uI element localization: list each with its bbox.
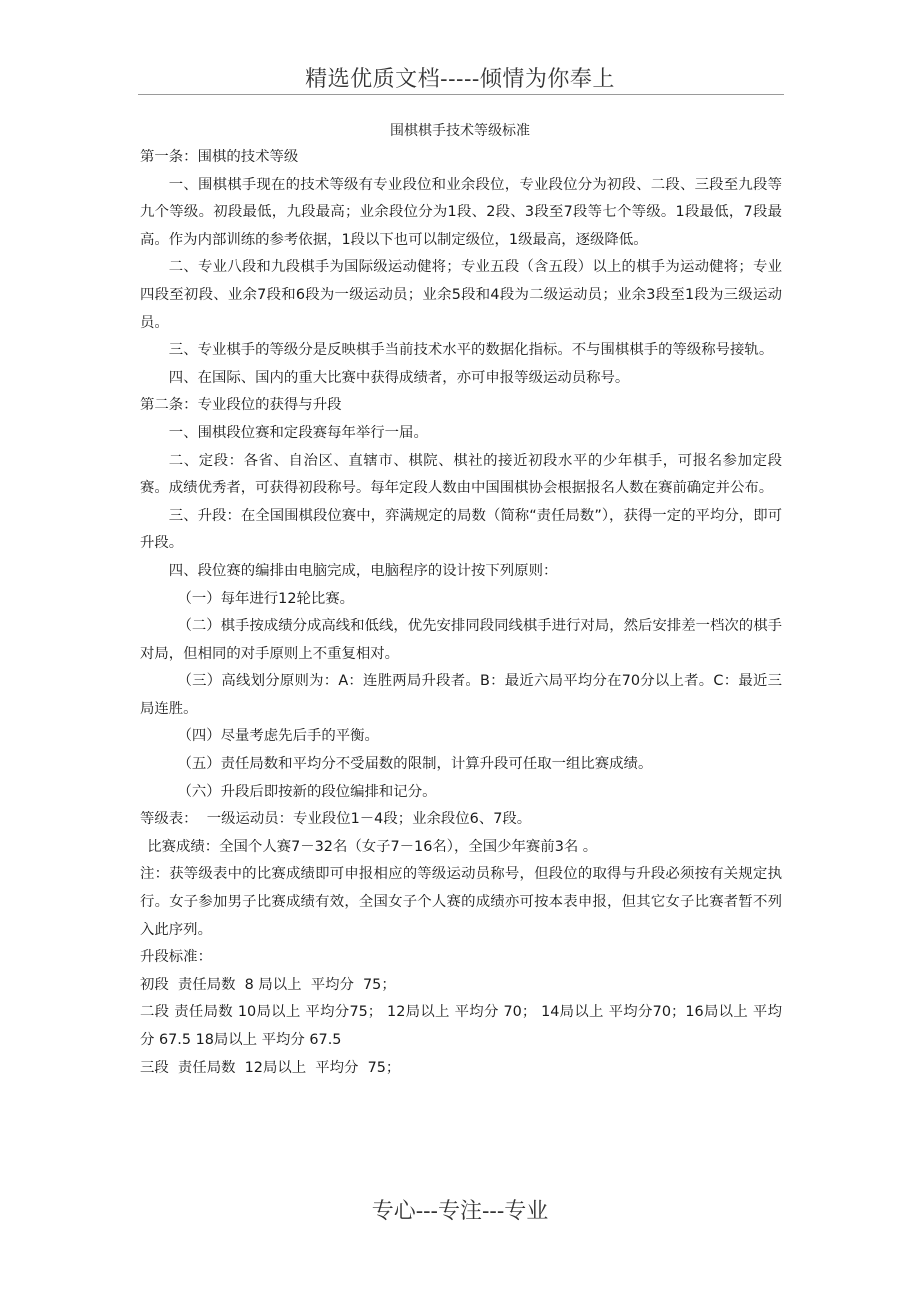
list-item: （一）每年进行12轮比赛。	[177, 590, 355, 607]
paragraph: 三、升段：在全国围棋段位赛中，弈满规定的局数（简称“责任局数”），获得一定的平均分，即可升段。	[140, 507, 782, 552]
section-heading-1: 第一条：围棋的技术等级	[140, 149, 299, 165]
paragraph: 四、在国际、国内的重大比赛中获得成绩者，亦可申报等级运动员称号。	[168, 369, 630, 386]
paragraph: 四、段位赛的编排由电脑完成，电脑程序的设计按下列原则：	[168, 562, 558, 579]
document-body	[140, 144, 782, 1082]
page-header: 精选优质文档-----倾情为你奉上	[305, 67, 615, 92]
grade-table-line: 等级表： 一级运动员：专业段位1－4段；业余段位6、7段。	[140, 811, 532, 828]
note-paragraph: 注：获等级表中的比赛成绩即可申报相应的等级运动员称号，但段位的取得与升段必须按有关规定执行。女子参加男子比赛成绩有效，全国女子个人赛的成绩亦可按本表申报，但其它女子比赛者暂不列入此序列。	[140, 866, 782, 938]
grade-table-line: 比赛成绩：全国个人赛7－32名（女子7－16名），全国少年赛前3名 。	[147, 838, 598, 855]
list-item: （六）升段后即按新的段位编排和记分。	[177, 783, 437, 800]
paragraph: 一、围棋段位赛和定段赛每年举行一届。	[168, 424, 428, 441]
promotion-standard-line: 二段 责任局数 10局以上 平均分75； 12局以上 平均分 70； 14局以上 平均分70；16局以上 平均分 67.5 18局以上 平均分 67.5	[140, 1004, 782, 1048]
promotion-standard-line: 初段 责任局数 8 局以上 平均分 75；	[140, 976, 396, 993]
section-heading-2: 第二条：专业段位的获得与升段	[140, 397, 342, 414]
list-item: （四）尽量考虑先后手的平衡。	[177, 728, 379, 745]
promotion-standard-line: 三段 责任局数 12局以上 平均分 75；	[140, 1059, 401, 1076]
paragraph: 二、定段：各省、自治区、直辖市、棋院、棋社的接近初段水平的少年棋手，可报名参加定段赛。成绩优秀者，可获得初段称号。每年定段人数由中国围棋协会根据报名人数在赛前确定并公布。	[140, 452, 782, 497]
list-item: （二）棋手按成绩分成高线和低线，优先安排同段同线棋手进行对局，然后安排差一档次的棋手对局，但相同的对手原则上不重复相对。	[140, 618, 782, 662]
document-title: 围棋棋手技术等级标准	[390, 123, 530, 139]
header-divider	[138, 94, 784, 95]
page-footer: 专心---专注---专业	[371, 1199, 549, 1224]
promotion-standard-heading: 升段标准：	[140, 949, 212, 966]
paragraph: 二、专业八段和九段棋手为国际级运动健将；专业五段（含五段）以上的棋手为运动健将；专业四段至初段、业余7段和6段为一级运动员；业余5段和4段为二级运动员；业余3段至1段为三级运动员。	[140, 259, 782, 331]
list-item: （五）责任局数和平均分不受届数的限制，计算升段可任取一组比赛成绩。	[177, 756, 653, 773]
list-item: （三）高线划分原则为：A：连胜两局升段者。B：最近六局平均分在70分以上者。C：最近三局连胜。	[140, 673, 782, 717]
paragraph: 三、专业棋手的等级分是反映棋手当前技术水平的数据化指标。不与围棋棋手的等级称号接轨。	[168, 342, 774, 359]
paragraph: 一、围棋棋手现在的技术等级有专业段位和业余段位，专业段位分为初段、二段、三段至九段等九个等级。初段最低，九段最高；业余段位分为1段、2段、3段至7段等七个等级。1段最低，7段最高。作为内部训练的参考依据，1段以下也可以制定级位，1级最高，逐级降低。	[140, 176, 782, 248]
